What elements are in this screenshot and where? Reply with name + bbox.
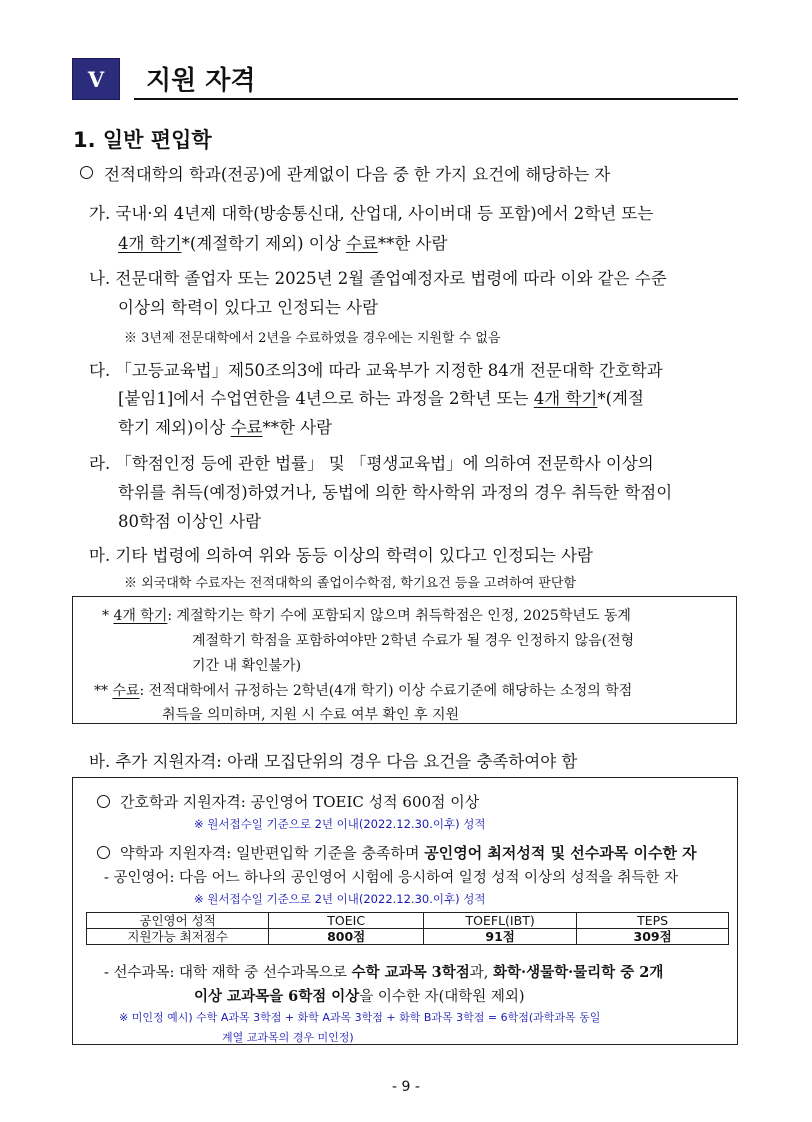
prereq-line1 xyxy=(104,961,663,982)
term-completion: 수료 xyxy=(230,418,263,437)
item-ma-line1: 마. 기타 법령에 의하여 위와 동등 이상의 학력이 있다고 인정되는 사람 xyxy=(89,546,593,565)
circle-bullet-icon xyxy=(97,846,110,859)
footnote-1-line3: 기간 내 확인불가) xyxy=(192,658,302,674)
page-number: - 9 - xyxy=(392,1079,420,1095)
item-da-line2-end: *(계절 xyxy=(597,389,644,408)
section-rule xyxy=(134,98,738,100)
footnote-1-text: : 계절학기는 학기 수에 포함되지 않으며 취득학점은 인정, 2025학년도 동계 xyxy=(167,608,631,624)
item-da-line2-start: [붙임1]에서 수업연한을 4년으로 하는 과정을 2학년 또는 xyxy=(118,389,534,408)
prereq-start: - 선수과목: 대학 재학 중 선수과목으로 xyxy=(104,965,352,981)
table-cell: TOEIC xyxy=(269,913,424,929)
item-ra-line1: 라. 「학점인정 등에 관한 법률」 및 「평생교육법」에 의하여 전문학사 이상의 xyxy=(89,454,654,473)
footnote-2-text: : 전적대학에서 규정하는 2학년(4개 학기) 이상 수료기준에 해당하는 소정의 학점 xyxy=(139,683,633,699)
table-cell: TOEFL(IBT) xyxy=(424,913,577,929)
item-ra-line2: 학위를 취득(예정)하였거나, 동법에 의한 학사학위 과정의 경우 취득한 학점이 xyxy=(118,483,673,502)
intro-text: 전적대학의 학과(전공)에 관계없이 다음 중 한 가지 요건에 해당하는 자 xyxy=(104,165,611,184)
item-ra-line3: 80학점 이상인 사람 xyxy=(118,512,262,531)
item-ga-line2-mid: *(계절학기 제외) 이상 xyxy=(181,234,346,253)
table-cell: 91점 xyxy=(424,929,577,945)
section-number: V xyxy=(87,66,105,92)
prereq-math: 수학 교과목 3학점 xyxy=(351,964,470,981)
table-row xyxy=(87,929,729,945)
english-score-table xyxy=(86,912,729,945)
prereq-mid: 과, xyxy=(469,965,494,981)
table-cell: TEPS xyxy=(577,913,729,929)
term-completion: 수료 xyxy=(345,234,378,253)
nursing-note: ※ 원서접수일 기준으로 2년 이내(2022.12.30.이후) 성적 xyxy=(194,817,486,831)
section-title: 지원 자격 xyxy=(146,66,256,96)
pharmacy-english-line: - 공인영어: 다음 어느 하나의 공인영어 시험에 응시하여 일정 성적 이상의 성적을 취득한 자 xyxy=(104,870,678,886)
pharmacy-requirement-start: 약학과 지원자격: 일반편입학 기준을 충족하며 xyxy=(120,844,425,862)
item-na-line2: 이상의 학력이 있다고 인정되는 사람 xyxy=(118,298,379,317)
table-cell: 공인영어 성적 xyxy=(87,913,269,929)
table-cell: 309점 xyxy=(577,929,729,945)
item-ga-line1: 가. 국내·외 4년제 대학(방송통신대, 산업대, 사이버대 등 포함)에서 2학년 또는 xyxy=(89,204,654,223)
prereq-credits: 이상 교과목을 6학점 이상 xyxy=(194,988,360,1005)
footnote-2-line1 xyxy=(94,680,632,700)
footnote-1-line2: 계절학기 학점을 포함하여야만 2학년 수료가 될 경우 인정하지 않음(전형 xyxy=(192,633,635,649)
item-da-line2 xyxy=(118,385,644,409)
footnote-2-line2: 취득을 의미하며, 지원 시 수료 여부 확인 후 지원 xyxy=(162,707,460,723)
prereq-science: 화학·생물학·물리학 중 2개 xyxy=(493,964,664,981)
item-da-line3-start: 학기 제외)이상 xyxy=(118,418,231,437)
example-line2: 계열 교과목의 경우 미인정) xyxy=(222,1031,354,1044)
prereq-end: 을 이수한 자(대학원 제외) xyxy=(359,989,525,1005)
table-cell: 지원가능 최저점수 xyxy=(87,929,269,945)
pharmacy-requirement xyxy=(120,842,697,863)
item-ga-line2 xyxy=(118,230,447,254)
pharmacy-requirement-bold: 공인영어 최저성적 및 선수과목 이수한 자 xyxy=(424,844,697,862)
item-na-note: ※ 3년제 전문대학에서 2년을 수료하였을 경우에는 지원할 수 없음 xyxy=(124,331,501,346)
item-na-line1: 나. 전문대학 졸업자 또는 2025년 2월 졸업예정자로 법령에 따라 이와 같은 수준 xyxy=(89,269,667,288)
item-da-line1: 다. 「고등교육법」제50조의3에 따라 교육부가 지정한 84개 전문대학 간호학과 xyxy=(89,361,663,380)
item-da-line3 xyxy=(118,414,332,438)
heading-general-transfer: 1. 일반 편입학 xyxy=(73,128,212,152)
footnote-2-term: 수료 xyxy=(112,683,140,699)
example-line1: ※ 미인정 예시) 수학 A과목 3학점 + 화학 A과목 3학점 + 화학 B과목 3학점 = 6학점(과학과목 동일 xyxy=(119,1011,601,1024)
item-ba-title: 바. 추가 지원자격: 아래 모집단위의 경우 다음 요건을 충족하여야 함 xyxy=(89,752,578,771)
section-number-badge xyxy=(72,58,120,100)
item-da-line3-end: **한 사람 xyxy=(262,418,333,437)
pharmacy-english-note: ※ 원서접수일 기준으로 2년 이내(2022.12.30.이후) 성적 xyxy=(194,892,486,906)
item-ma-note: ※ 외국대학 수료자는 전적대학의 졸업이수학점, 학기요건 등을 고려하여 판단함 xyxy=(124,576,577,591)
item-ga-line2-end: **한 사람 xyxy=(377,234,448,253)
term-4-semesters: 4개 학기 xyxy=(533,389,598,408)
footnote-1-term: 4개 학기 xyxy=(113,608,168,624)
table-cell: 800점 xyxy=(269,929,424,945)
circle-bullet-icon xyxy=(80,166,93,179)
nursing-requirement: 간호학과 지원자격: 공인영어 TOEIC 성적 600점 이상 xyxy=(120,793,480,811)
table-row xyxy=(87,913,729,929)
term-4-semesters: 4개 학기 xyxy=(118,234,182,253)
footnote-2-mark: ** xyxy=(94,683,113,699)
circle-bullet-icon xyxy=(97,795,110,808)
footnote-1-mark: * xyxy=(102,608,114,624)
footnote-1-line1 xyxy=(102,605,631,625)
prereq-line2 xyxy=(194,985,525,1006)
